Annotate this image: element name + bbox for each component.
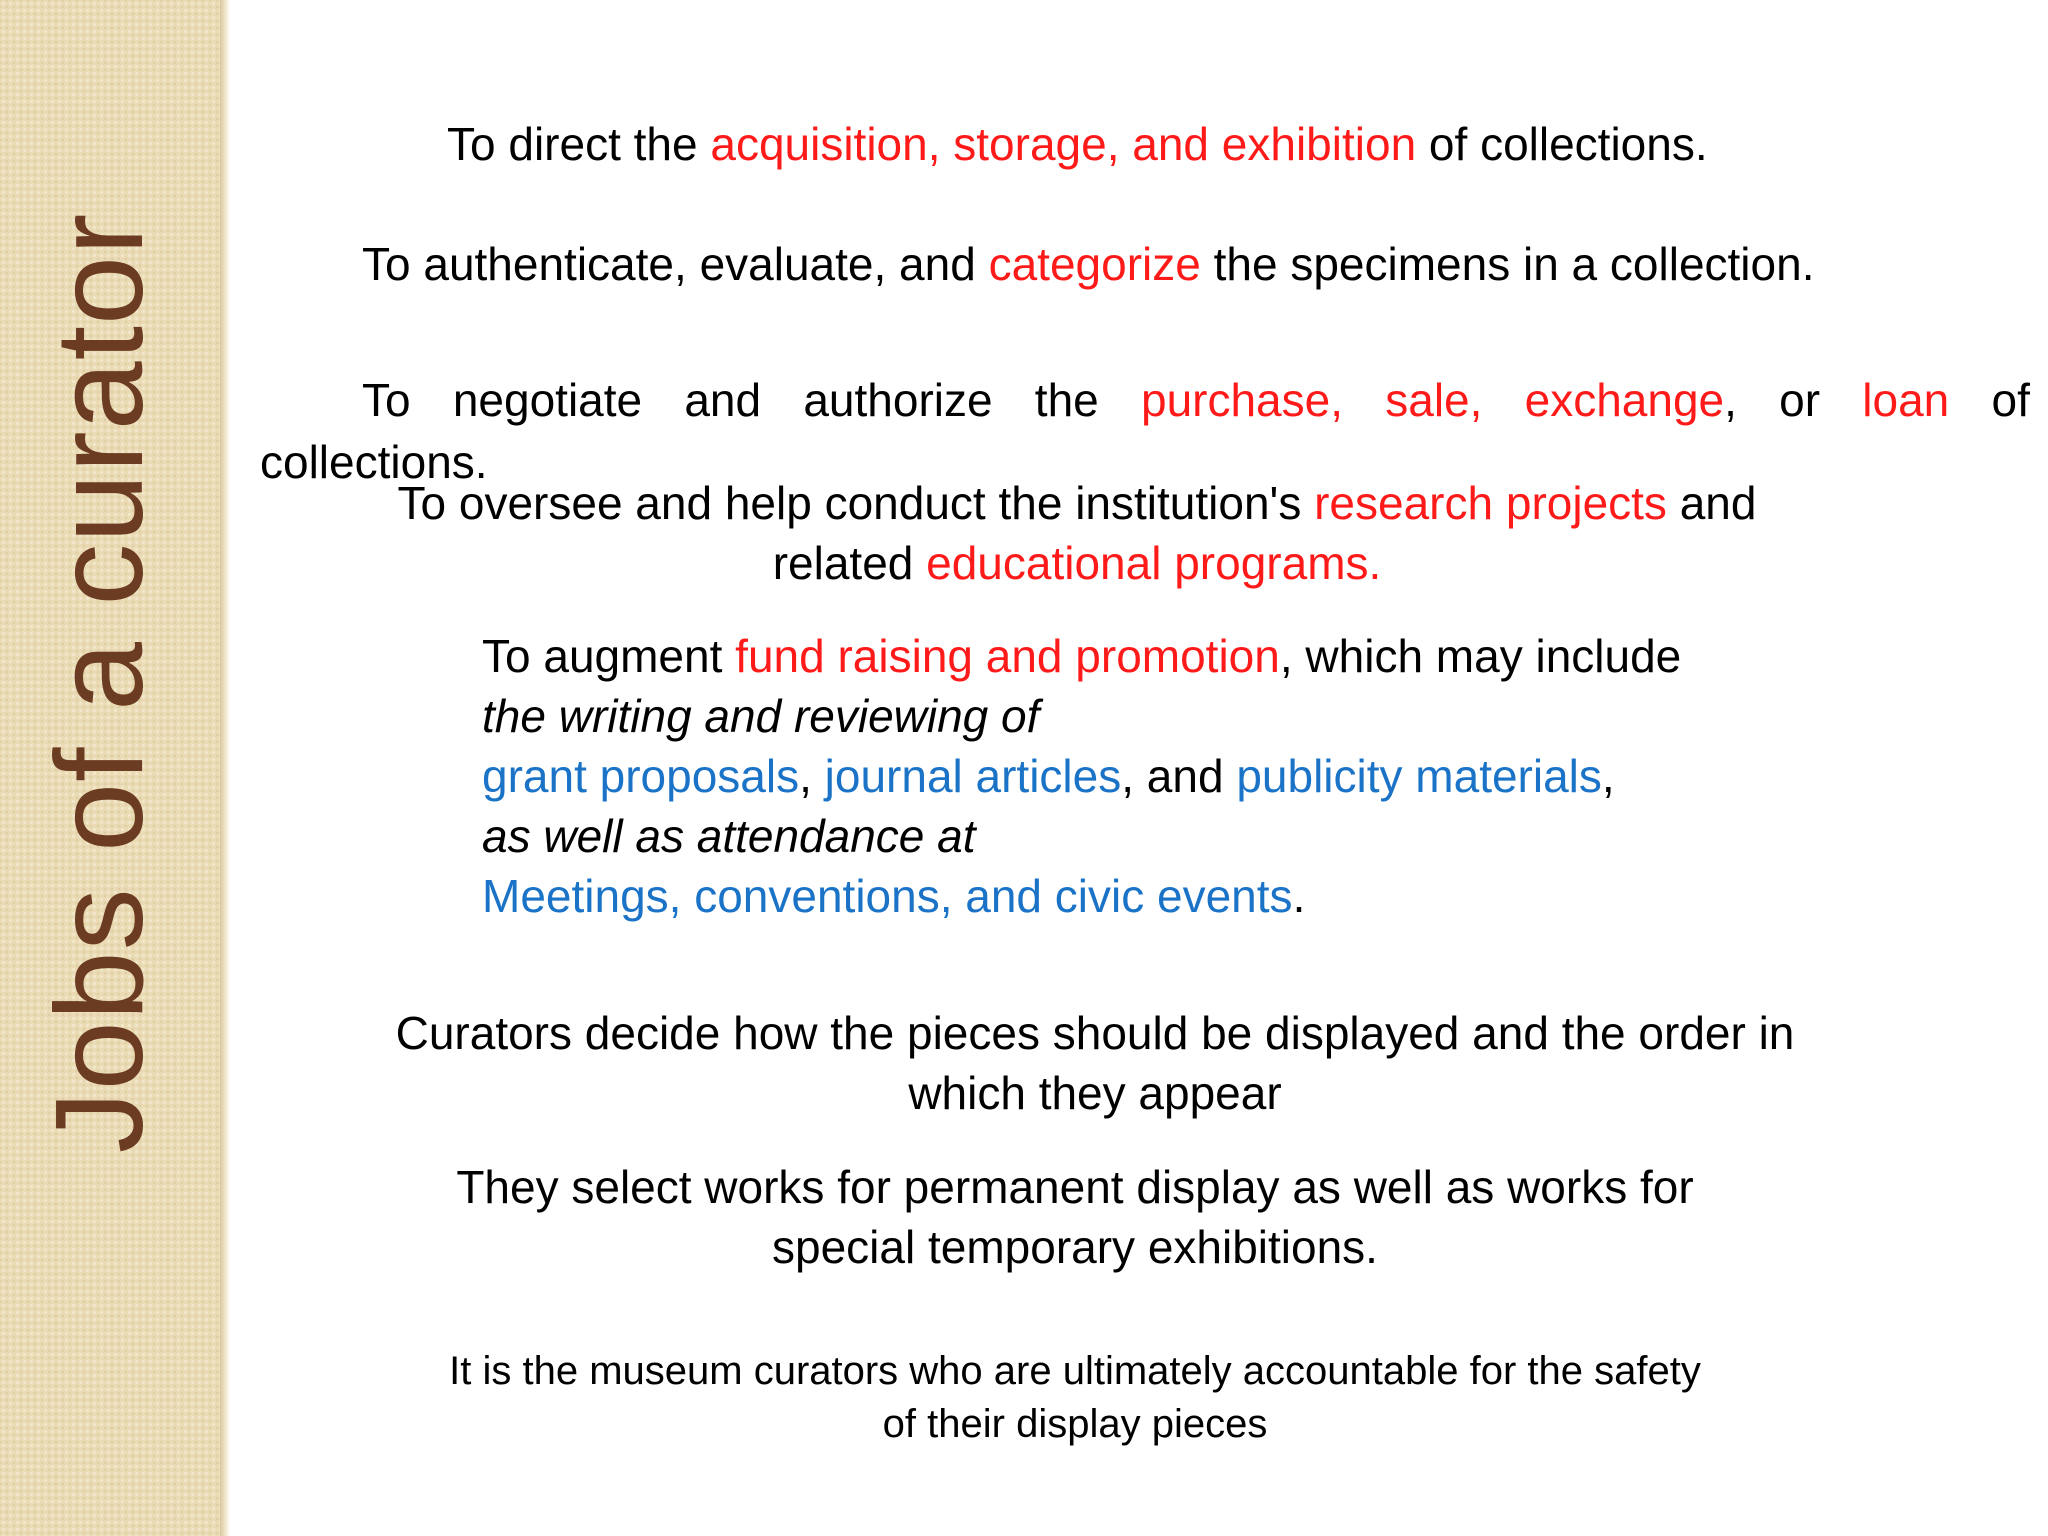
word: To bbox=[362, 374, 411, 426]
duty-oversee-text-end: and bbox=[1666, 477, 1757, 529]
duty-authenticate-text: To authenticate, evaluate, and bbox=[362, 238, 989, 290]
duty-direct-text-end: of collections. bbox=[1416, 118, 1708, 170]
text: , bbox=[799, 750, 825, 802]
highlight-word: purchase, bbox=[1140, 374, 1343, 426]
highlight-word: sale, bbox=[1385, 374, 1483, 426]
word: negotiate bbox=[452, 374, 643, 426]
curators-decide-line1: Curators decide how the pieces should be displayed and the order in bbox=[395, 1007, 1795, 1059]
text: . bbox=[1292, 870, 1306, 922]
slide-title: Jobs of a curator bbox=[31, 212, 169, 1154]
duty-augment-line2: the writing and reviewing of bbox=[482, 690, 1040, 742]
duty-authenticate-text-end: the specimens in a collection. bbox=[1200, 238, 1815, 290]
duty-authenticate bbox=[362, 234, 1814, 294]
text: , which may include bbox=[1279, 630, 1682, 682]
curators-select-line1: They select works for permanent display as well as works for bbox=[456, 1161, 1694, 1213]
comma: , bbox=[1724, 374, 1737, 426]
curators-decide bbox=[230, 1003, 1960, 1123]
text: To augment bbox=[482, 630, 736, 682]
curators-accountable-line2: of their display pieces bbox=[882, 1402, 1268, 1446]
duty-augment-line3 bbox=[482, 746, 1681, 806]
curators-select bbox=[230, 1157, 1920, 1277]
duty-negotiate-line2: collections. bbox=[260, 436, 488, 488]
duty-oversee bbox=[230, 473, 1924, 593]
duty-oversee-highlight: research projects bbox=[1314, 477, 1667, 529]
word: of bbox=[1991, 374, 2030, 426]
curators-accountable bbox=[230, 1345, 1920, 1451]
duty-augment-line5 bbox=[482, 866, 1681, 926]
duty-direct bbox=[447, 114, 1708, 174]
duty-negotiate-line1 bbox=[362, 370, 2030, 430]
text: , bbox=[1601, 750, 1615, 802]
duty-direct-highlight: acquisition, storage, and exhibition bbox=[710, 118, 1417, 170]
duty-augment bbox=[482, 626, 1681, 926]
highlight: publicity materials bbox=[1236, 750, 1602, 802]
duty-oversee-highlight: educational programs. bbox=[926, 537, 1382, 589]
word: and bbox=[684, 374, 762, 426]
highlight: Meetings, conventions, and civic events bbox=[482, 870, 1293, 922]
duty-oversee-text: related bbox=[772, 537, 927, 589]
word: or bbox=[1779, 374, 1821, 426]
curators-decide-line2: which they appear bbox=[908, 1067, 1282, 1119]
highlight: fund raising and promotion bbox=[735, 630, 1280, 682]
duty-oversee-line1 bbox=[230, 473, 1924, 533]
highlight: grant proposals bbox=[482, 750, 800, 802]
curators-accountable-line1: It is the museum curators who are ultimately accountable for the safety bbox=[449, 1349, 1701, 1393]
duty-direct-text: To direct the bbox=[447, 118, 711, 170]
highlight: journal articles bbox=[824, 750, 1122, 802]
word: authorize bbox=[803, 374, 993, 426]
highlight-word: loan bbox=[1862, 374, 1950, 426]
duty-oversee-line2 bbox=[230, 533, 1924, 593]
word: the bbox=[1034, 374, 1099, 426]
duty-authenticate-highlight: categorize bbox=[988, 238, 1201, 290]
sidebar-edge bbox=[220, 0, 230, 1536]
duty-augment-line4: as well as attendance at bbox=[482, 810, 976, 862]
duty-oversee-text: To oversee and help conduct the institution's bbox=[397, 477, 1315, 529]
duty-augment-line1 bbox=[482, 626, 1681, 686]
highlight-word: exchange bbox=[1524, 374, 1725, 426]
curators-select-line2: special temporary exhibitions. bbox=[772, 1221, 1378, 1273]
text: , and bbox=[1121, 750, 1237, 802]
